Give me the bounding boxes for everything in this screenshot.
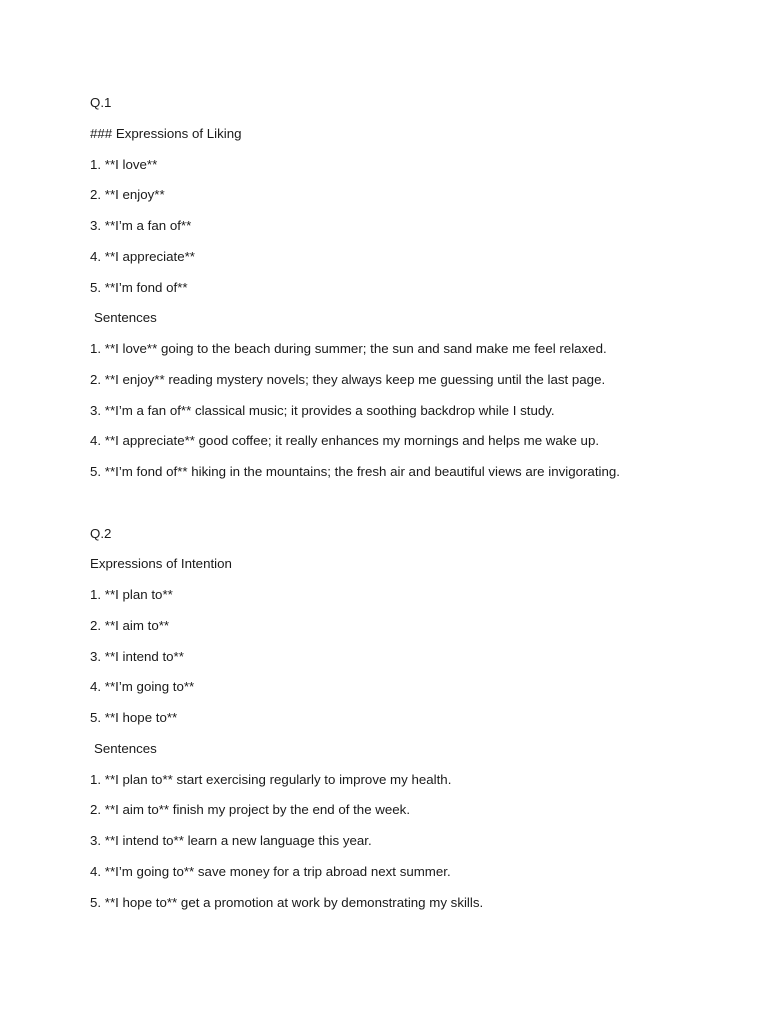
section-2-sentence-1: 1. **I plan to** start exercising regularly to improve my health. — [90, 772, 452, 787]
section-1-sentence-1: 1. **I love** going to the beach during summer; the sun and sand make me feel relaxed. — [90, 341, 607, 356]
section-2-expression-4: 4. **I’m going to** — [90, 679, 195, 694]
section-1-expression-3: 3. **I’m a fan of** — [90, 218, 192, 233]
section-2-expression-3: 3. **I intend to** — [90, 649, 184, 664]
section-1-expression-4: 4. **I appreciate** — [90, 249, 195, 264]
section-2-sentence-4: 4. **I’m going to** save money for a trip abroad next summer. — [90, 864, 451, 879]
section-1-expression-1: 1. **I love** — [90, 157, 158, 172]
section-1-expression-2: 2. **I enjoy** — [90, 187, 165, 202]
section-2-sentence-3: 3. **I intend to** learn a new language this year. — [90, 833, 372, 848]
section-2-expression-1: 1. **I plan to** — [90, 587, 173, 602]
section-1-sentence-4: 4. **I appreciate** good coffee; it really enhances my mornings and helps me wake up. — [90, 433, 600, 448]
section-2-label: Q.2 — [90, 526, 112, 541]
section-2-heading: Expressions of Intention — [90, 556, 232, 571]
section-1-heading: ### Expressions of Liking — [90, 126, 242, 141]
section-2-sentence-2: 2. **I aim to** finish my project by the end of the week. — [90, 802, 411, 817]
section-1-label: Q.1 — [90, 95, 112, 110]
section-1-sentence-2: 2. **I enjoy** reading mystery novels; they always keep me guessing until the last page. — [90, 372, 606, 387]
section-1-sentence-3: 3. **I’m a fan of** classical music; it provides a soothing backdrop while I study. — [90, 403, 555, 418]
section-1-sentence-5: 5. **I’m fond of** hiking in the mountains; the fresh air and beautiful views are invigorating. — [90, 464, 620, 479]
section-2-expression-2: 2. **I aim to** — [90, 618, 170, 633]
section-2-sentence-5: 5. **I hope to** get a promotion at work by demonstrating my skills. — [90, 895, 484, 910]
section-1-sentences-label: Sentences — [94, 310, 157, 325]
section-2-expression-5: 5. **I hope to** — [90, 710, 178, 725]
section-2-sentences-label: Sentences — [94, 741, 157, 756]
section-1-expression-5: 5. **I’m fond of** — [90, 280, 188, 295]
